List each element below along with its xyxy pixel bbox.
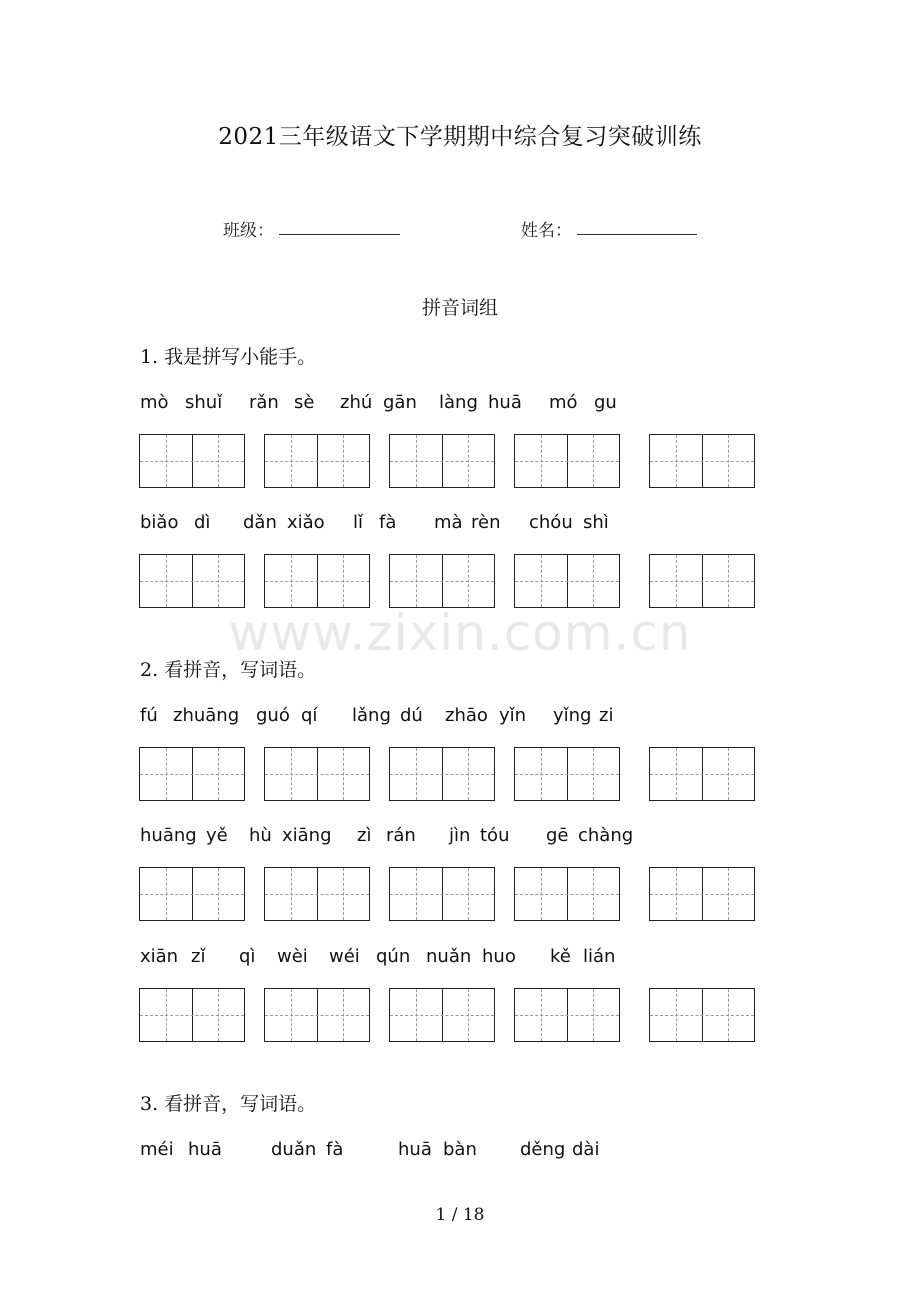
pinyin-syllable: biǎo	[140, 512, 179, 533]
pinyin-syllable: kě	[550, 946, 571, 967]
pinyin-syllable: zi	[599, 705, 614, 726]
pinyin-syllable: sè	[294, 392, 315, 413]
writing-box[interactable]	[649, 434, 755, 488]
pinyin-syllable: dì	[194, 512, 211, 533]
tianzige-row	[0, 988, 920, 1042]
writing-box[interactable]	[264, 988, 370, 1042]
writing-box[interactable]	[649, 988, 755, 1042]
page-number: 1 / 18	[435, 1205, 485, 1225]
tianzige-row	[0, 434, 920, 488]
pinyin-syllable: wèi	[277, 946, 308, 967]
tianzige-row	[0, 747, 920, 801]
pinyin-syllable: yě	[206, 825, 228, 846]
writing-box[interactable]	[264, 434, 370, 488]
pinyin-syllable: jìn	[449, 825, 471, 846]
pinyin-syllable: huāng	[140, 825, 197, 846]
question-1-title: 1. 我是拼写小能手。	[140, 346, 317, 368]
class-blank[interactable]	[279, 234, 400, 235]
writing-box[interactable]	[389, 554, 495, 608]
pinyin-syllable: làng	[439, 392, 478, 413]
tianzige-row	[0, 554, 920, 608]
writing-box[interactable]	[514, 988, 620, 1042]
writing-box[interactable]	[389, 988, 495, 1042]
writing-box[interactable]	[264, 554, 370, 608]
pinyin-syllable: lián	[583, 946, 616, 967]
pinyin-syllable: zhú	[340, 392, 373, 413]
pinyin-syllable: lǐ	[353, 512, 364, 533]
pinyin-syllable: mà	[434, 512, 463, 533]
pinyin-syllable: xiān	[140, 946, 179, 967]
writing-box[interactable]	[649, 867, 755, 921]
pinyin-syllable: duǎn	[271, 1139, 317, 1160]
pinyin-syllable: dài	[572, 1139, 600, 1160]
pinyin-syllable: zì	[357, 825, 372, 846]
pinyin-syllable: dú	[400, 705, 423, 726]
pinyin-syllable: huā	[398, 1139, 432, 1160]
writing-box[interactable]	[264, 747, 370, 801]
writing-box[interactable]	[389, 867, 495, 921]
question-3-title: 3. 看拼音，写词语。	[140, 1093, 317, 1115]
writing-box[interactable]	[649, 747, 755, 801]
pinyin-syllable: chóu	[529, 512, 573, 533]
pinyin-syllable: qí	[301, 705, 318, 726]
pinyin-syllable: tóu	[480, 825, 510, 846]
section-title: 拼音词组	[421, 297, 498, 319]
pinyin-syllable: zhāo	[445, 705, 488, 726]
pinyin-syllable: shì	[583, 512, 609, 533]
pinyin-syllable: dǎn	[243, 512, 277, 533]
pinyin-syllable: yǐn	[499, 705, 527, 726]
writing-box[interactable]	[139, 988, 245, 1042]
writing-box[interactable]	[139, 434, 245, 488]
pinyin-syllable: děng	[520, 1139, 566, 1160]
pinyin-syllable: gu	[594, 392, 617, 413]
writing-box[interactable]	[139, 867, 245, 921]
pinyin-syllable: méi	[140, 1139, 174, 1160]
pinyin-syllable: fà	[379, 512, 397, 533]
writing-box[interactable]	[514, 747, 620, 801]
class-label: 班级：	[223, 221, 274, 241]
pinyin-syllable: mó	[549, 392, 578, 413]
pinyin-syllable: chàng	[578, 825, 634, 846]
pinyin-syllable: qì	[239, 946, 256, 967]
question-2-title: 2. 看拼音，写词语。	[140, 659, 317, 681]
pinyin-syllable: fú	[140, 705, 158, 726]
pinyin-syllable: zǐ	[191, 946, 206, 967]
writing-box[interactable]	[514, 554, 620, 608]
pinyin-syllable: huā	[488, 392, 522, 413]
name-blank[interactable]	[577, 234, 697, 235]
pinyin-syllable: xiǎo	[287, 512, 325, 533]
writing-box[interactable]	[389, 747, 495, 801]
writing-box[interactable]	[649, 554, 755, 608]
page-title: 2021三年级语文下学期期中综合复习突破训练	[218, 124, 702, 150]
name-label: 姓名：	[521, 221, 572, 241]
pinyin-syllable: wéi	[329, 946, 360, 967]
writing-box[interactable]	[264, 867, 370, 921]
pinyin-syllable: nuǎn	[426, 946, 472, 967]
pinyin-syllable: zhuāng	[173, 705, 240, 726]
writing-box[interactable]	[389, 434, 495, 488]
writing-box[interactable]	[139, 747, 245, 801]
pinyin-syllable: huo	[482, 946, 516, 967]
pinyin-syllable: gē	[546, 825, 569, 846]
pinyin-syllable: bàn	[443, 1139, 477, 1160]
pinyin-syllable: hù	[249, 825, 272, 846]
pinyin-syllable: rán	[386, 825, 416, 846]
pinyin-syllable: rǎn	[249, 392, 279, 413]
tianzige-row	[0, 867, 920, 921]
pinyin-syllable: gān	[383, 392, 417, 413]
pinyin-syllable: yǐng	[553, 705, 592, 726]
pinyin-syllable: xiāng	[282, 825, 332, 846]
pinyin-syllable: rèn	[471, 512, 501, 533]
writing-box[interactable]	[514, 867, 620, 921]
writing-box[interactable]	[514, 434, 620, 488]
watermark: www.zixin.com.cn	[228, 604, 692, 662]
pinyin-syllable: huā	[188, 1139, 222, 1160]
pinyin-syllable: qún	[376, 946, 411, 967]
pinyin-syllable: mò	[140, 392, 169, 413]
pinyin-syllable: shuǐ	[185, 392, 223, 413]
pinyin-syllable: lǎng	[352, 705, 391, 726]
pinyin-syllable: guó	[256, 705, 290, 726]
writing-box[interactable]	[139, 554, 245, 608]
pinyin-syllable: fà	[326, 1139, 344, 1160]
